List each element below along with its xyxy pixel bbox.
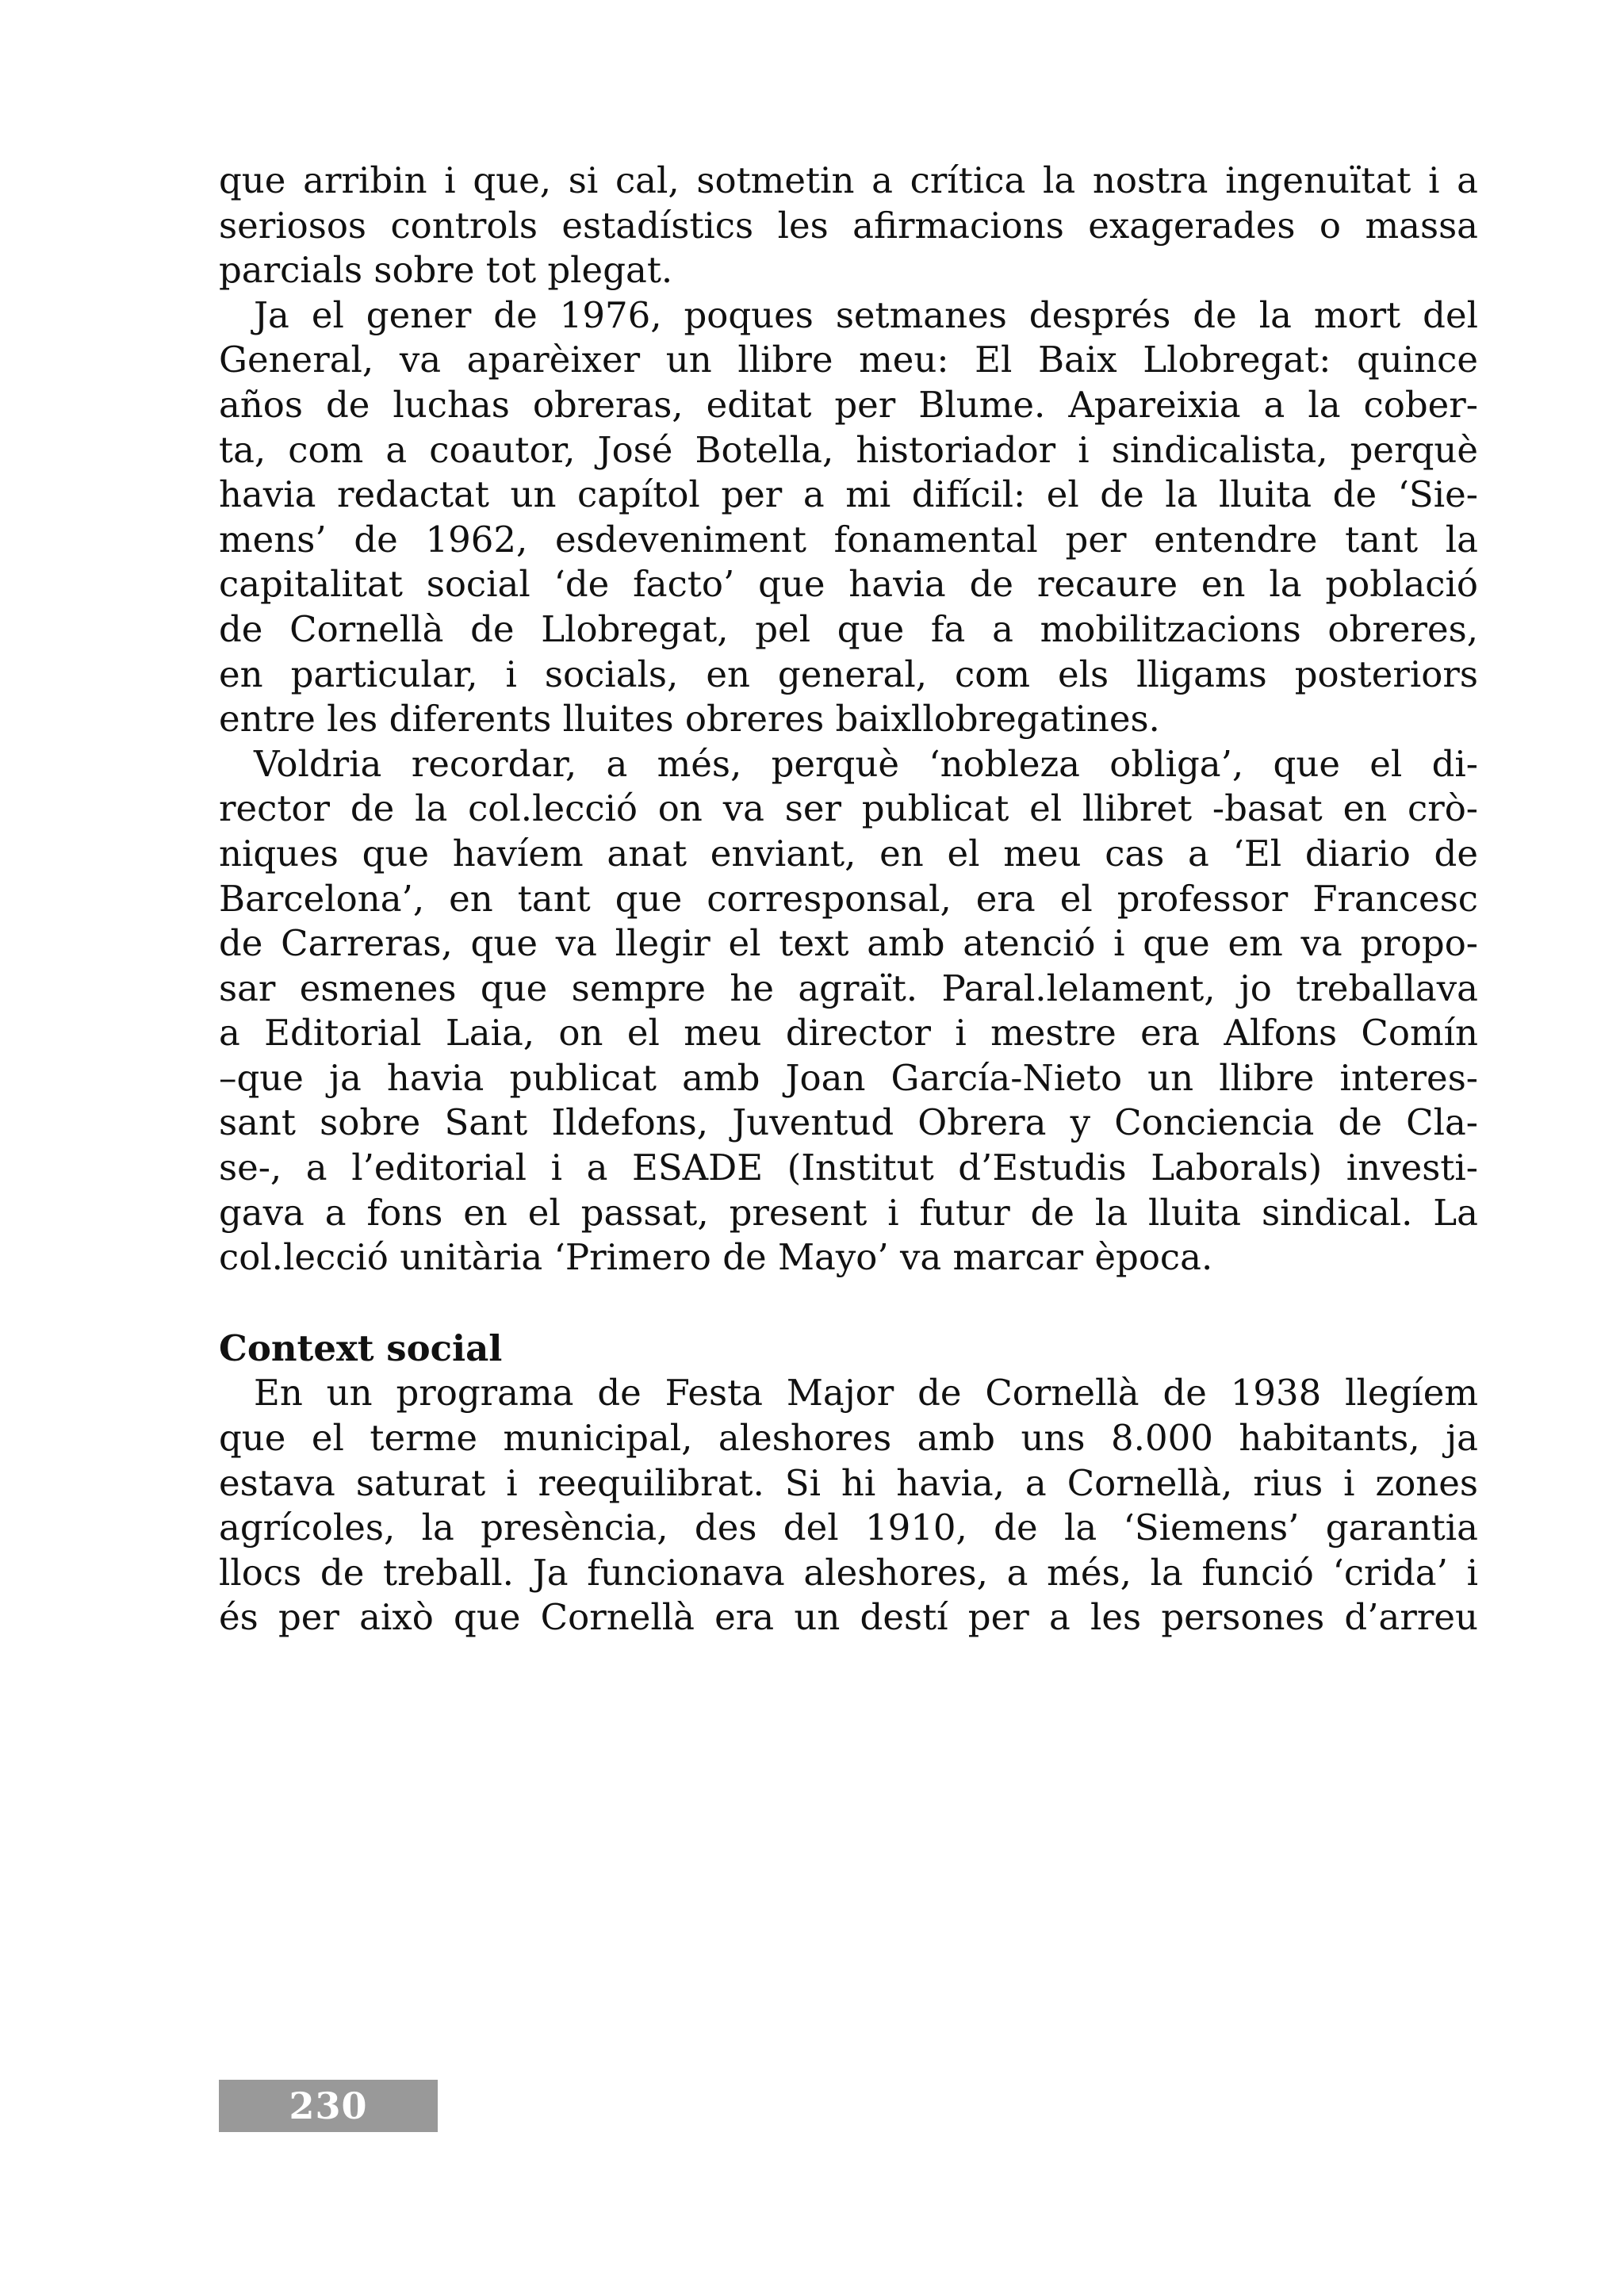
paragraph-line: niques que havíem anat enviant, en el meu cas a ‘El diario de [219, 832, 1478, 875]
page-number-box [219, 2080, 438, 2132]
paragraph-line: Voldria recordar, a més, perquè ‘nobleza obliga’, que el di- [254, 742, 1478, 785]
section-paragraph [219, 1371, 1478, 1640]
paragraph-line: sant sobre Sant Ildefons, Juventud Obrera y Conciencia de Cla- [219, 1101, 1478, 1144]
paragraph-line: Barcelona’, en tant que corresponsal, era el professor Francesc [219, 877, 1478, 920]
paragraph-line: En un programa de Festa Major de Cornellà de 1938 llegíem [254, 1372, 1478, 1415]
paragraph-line: estava saturat i reequilibrat. Si hi havia, a Cornellà, rius i zones [219, 1461, 1478, 1504]
paragraph-line: seriosos controls estadístics les afirmacions exagerades o massa [219, 204, 1478, 247]
paragraph-2 [219, 293, 1478, 742]
paragraph-line: de Cornellà de Llobregat, pel que fa a mobilitzacions obreres, [219, 607, 1478, 650]
paragraph-line: col.lecció unitària ‘Primero de Mayo’ va marcar època. [219, 1236, 1213, 1279]
paragraph-line: –que ja havia publicat amb Joan García-Nieto un llibre interes- [219, 1056, 1478, 1099]
paragraph-line: mens’ de 1962, esdeveniment fonamental per entendre tant la [219, 518, 1478, 561]
paragraph-1 [219, 159, 1478, 293]
paragraph-line: de Carreras, que va llegir el text amb atenció i que em va propo- [219, 922, 1478, 965]
paragraph-3 [219, 742, 1478, 1281]
paragraph-line: havia redactat un capítol per a mi difícil: el de la lluita de ‘Sie- [219, 473, 1478, 516]
paragraph-line: és per això que Cornellà era un destí per a les persones d’arreu [219, 1596, 1478, 1639]
paragraph-line: parcials sobre tot plegat. [219, 249, 673, 292]
paragraph-line: que el terme municipal, aleshores amb uns 8.000 habitants, ja [219, 1417, 1478, 1460]
paragraph-line: en particular, i socials, en general, com els lligams posteriors [219, 653, 1478, 695]
paragraph-line: Ja el gener de 1976, poques setmanes després de la mort del [254, 293, 1478, 336]
paragraph-line: gava a fons en el passat, present i futur de la lluita sindical. La [219, 1191, 1478, 1234]
paragraph-line: llocs de treball. Ja funcionava aleshores, a més, la funció ‘crida’ i [219, 1551, 1478, 1594]
page-number: 230 [289, 2084, 368, 2127]
paragraph-line: capitalitat social ‘de facto’ que havia de recaure en la població [219, 563, 1478, 606]
paragraph-line: que arribin i que, si cal, sotmetin a crítica la nostra ingenuïtat i a [219, 159, 1478, 201]
paragraph-line: a Editorial Laia, on el meu director i mestre era Alfons Comín [219, 1012, 1478, 1055]
paragraph-line: agrícoles, la presència, des del 1910, de la ‘Siemens’ garantia [219, 1506, 1478, 1549]
paragraph-line: ta, com a coautor, José Botella, historiador i sindicalista, perquè [219, 428, 1478, 471]
paragraph-line: General, va aparèixer un llibre meu: El Baix Llobregat: quince [219, 339, 1478, 381]
paragraph-line: años de luchas obreras, editat per Blume. Apareixia a la cober- [219, 383, 1478, 426]
paragraph-line: entre les diferents lluites obreres baixllobregatines. [219, 698, 1160, 741]
section-heading: Context social [219, 1326, 503, 1369]
page-body [219, 159, 1478, 1640]
paragraph-line: sar esmenes que sempre he agraït. Paral.lelament, jo treballava [219, 967, 1478, 1009]
paragraph-line: rector de la col.lecció on va ser publicat el llibret -basat en crò- [219, 787, 1478, 830]
paragraph-line: se-, a l’editorial i a ESADE (Institut d’Estudis Laborals) investi- [219, 1147, 1478, 1189]
